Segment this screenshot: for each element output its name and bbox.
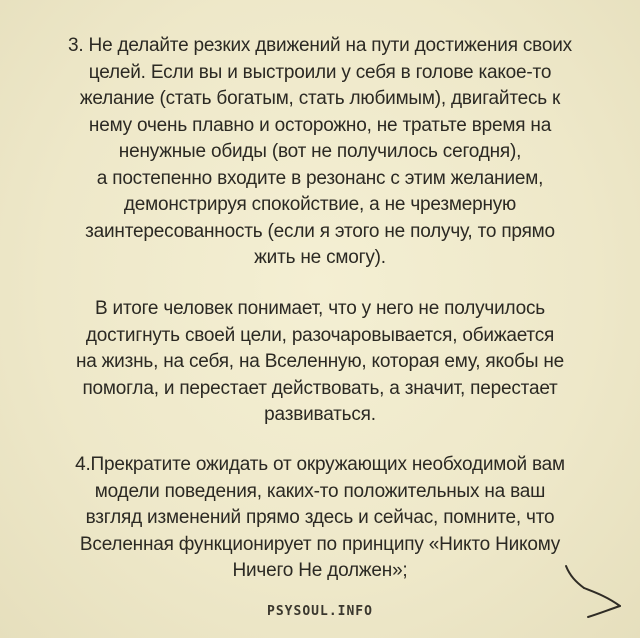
text-line: 4.Прекратите ожидать от окружающих необходимой вам [75,454,565,475]
text-line: на жизнь, на себя, на Вселенную, которая ему, якобы не [75,351,565,372]
paragraph-rule-3 [40,33,600,272]
paragraph-consequence [40,296,600,429]
text-line: достигнуть своей цели, разочаровывается, обижается [85,324,555,346]
text-line: модели поведения, каких-то положительных на ваш [94,480,546,502]
text-line: нему очень плавно и осторожно, не тратьте время на [88,114,552,136]
text-line: взгляд изменений прямо здесь и сейчас, помните, что [85,507,555,528]
text-line: Вселенная функционирует по принципу «Никто Никому [79,533,561,555]
text-line: желание (стать богатым, стать любимым), двигайтесь к [79,88,561,109]
text-line: 3. Не делайте резких движений на пути достижения своих [68,35,572,56]
text-line: жить не смогу). [254,247,386,268]
arrow-right-icon[interactable] [562,562,624,620]
site-watermark: PSYSOUL.INFO [267,604,373,619]
text-line: целей. Если вы и выстроили у себя в голове какое-то [88,61,552,83]
text-line: развиваться. [264,404,376,425]
text-line: заинтересованность (если я этого не получу, то прямо [85,220,555,242]
text-line: а постепенно входите в резонанс с этим желанием, [96,167,544,189]
text-line: демонстрируя спокойствие, а не чрезмерную [123,194,517,215]
text-line: В итоге человек понимает, что у него не получилось [95,298,545,319]
text-line: ненужные обиды (вот не получилось сегодня), [118,141,522,162]
paragraph-rule-4 [40,452,600,585]
text-line: Ничего Не должен»; [232,560,408,581]
text-line: помогла, и перестает действовать, а значит, перестает [82,377,558,399]
